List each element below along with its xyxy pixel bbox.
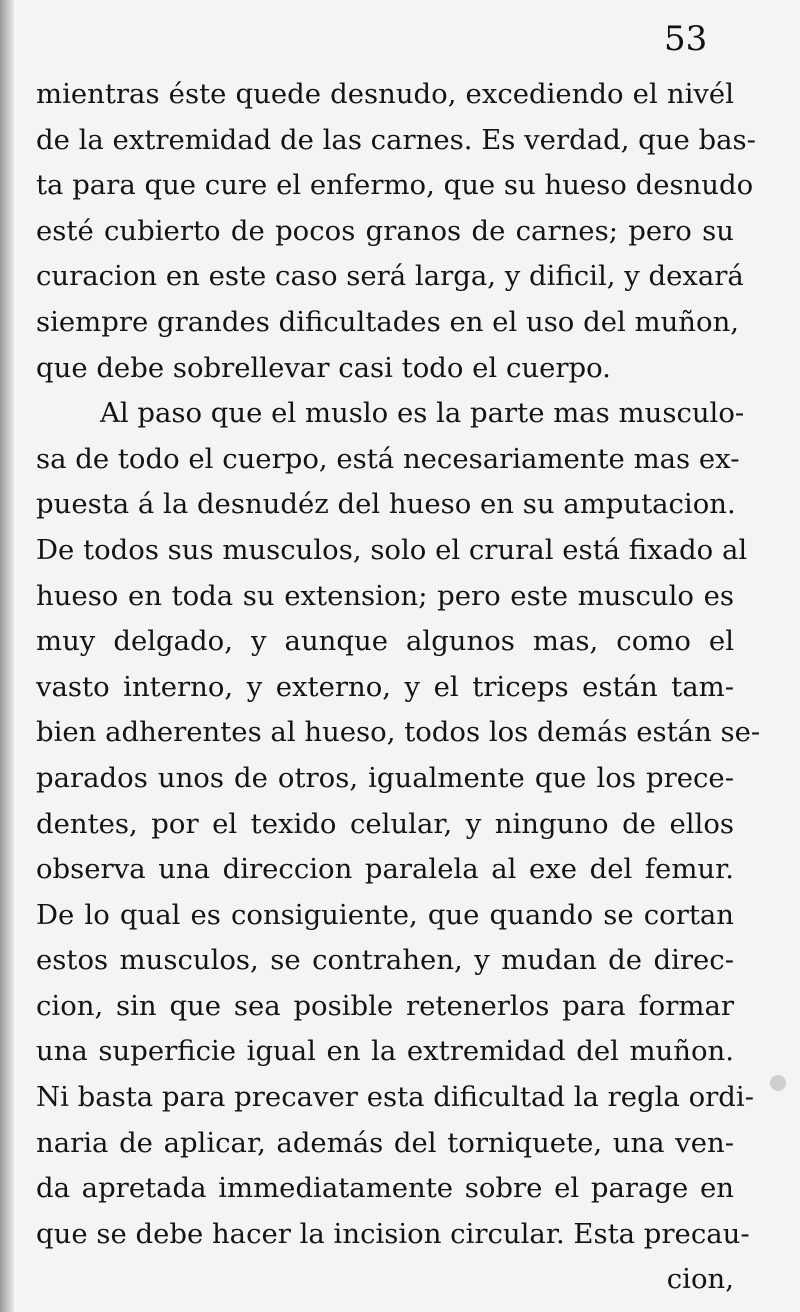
text-line: dentes, por el texido celular, y ninguno de ellos bbox=[36, 807, 734, 840]
text-line: curacion en este caso será larga, y dificil, y dexará bbox=[36, 260, 744, 293]
text-line: estos musculos, se contrahen, y mudan de direc- bbox=[36, 944, 734, 977]
text-line: que debe sobrellevar casi todo el cuerpo. bbox=[36, 351, 611, 384]
text-line: puesta á la desnudéz del hueso en su amputacion. bbox=[36, 488, 736, 521]
text-line: que se debe hacer la incision circular. Esta precau- bbox=[36, 1217, 750, 1250]
text-line: vasto interno, y externo, y el triceps están tam- bbox=[36, 670, 734, 703]
page-number: 53 bbox=[664, 19, 708, 59]
text-line: Ni basta para precaver esta dificultad la regla ordi- bbox=[36, 1081, 754, 1114]
text-line: naria de aplicar, además del torniquete, una ven- bbox=[36, 1126, 734, 1159]
paper-spot bbox=[770, 1075, 786, 1091]
catchword: cion, bbox=[666, 1263, 734, 1296]
text-line: muy delgado, y aunque algunos mas, como el bbox=[36, 625, 734, 658]
body-text bbox=[36, 72, 761, 1303]
text-line: Al paso que el muslo es la parte mas musculo- bbox=[100, 397, 745, 430]
text-line: siempre grandes dificultades en el uso del muñon, bbox=[36, 305, 740, 338]
text-line: bien adherentes al hueso, todos los demás están se- bbox=[36, 716, 761, 749]
text-line: ta para que cure el enfermo, que su hueso desnudo bbox=[36, 169, 754, 202]
text-line: sa de todo el cuerpo, está necesariamente mas ex- bbox=[36, 442, 740, 475]
text-line: observa una direccion paralela al exe del femur. bbox=[36, 853, 734, 886]
text-line: De todos sus musculos, solo el crural está fixado al bbox=[36, 533, 748, 566]
text-line: cion, sin que sea posible retenerlos para formar bbox=[36, 989, 734, 1022]
text-line: De lo qual es consiguiente, que quando se cortan bbox=[36, 898, 734, 931]
text-line: parados unos de otros, igualmente que los prece- bbox=[36, 761, 734, 794]
page-gutter-shadow bbox=[0, 0, 14, 1312]
text-line: da apretada immediatamente sobre el parage en bbox=[36, 1172, 734, 1205]
text-line: una superficie igual en la extremidad del muñon. bbox=[36, 1035, 734, 1068]
text-line: de la extremidad de las carnes. Es verdad, que bas- bbox=[36, 123, 756, 156]
text-line: hueso en toda su extension; pero este musculo es bbox=[36, 579, 734, 612]
text-line: esté cubierto de pocos granos de carnes; pero su bbox=[36, 214, 734, 247]
text-line: mientras éste quede desnudo, excediendo el nivél bbox=[36, 78, 734, 110]
